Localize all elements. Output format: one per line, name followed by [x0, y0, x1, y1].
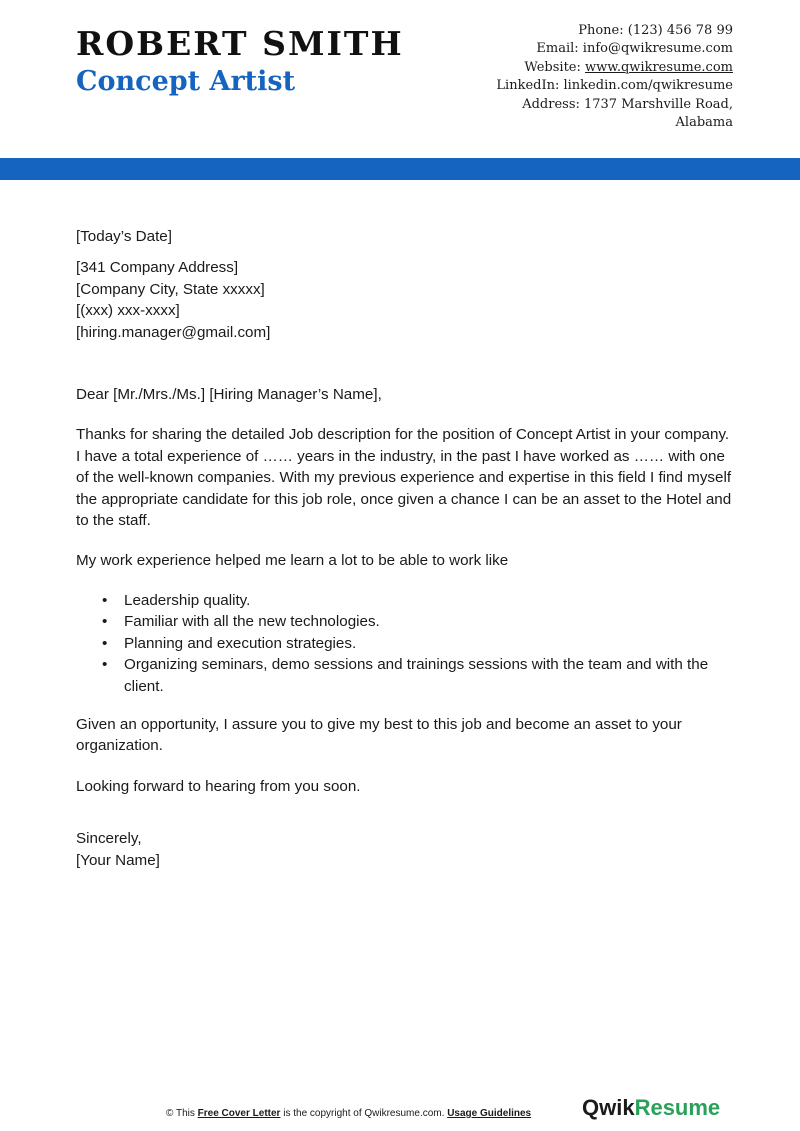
recipient-address — [76, 257, 736, 343]
signature: [Your Name] — [76, 851, 160, 869]
usage-guidelines-link[interactable]: Usage Guidelines — [447, 1108, 532, 1119]
contact-website — [403, 59, 733, 77]
salutation: Dear [Mr./Mrs./Ms.] [Hiring Manager’s Name], — [76, 386, 382, 404]
copyright-middle: is the copyright of Qwikresume.com. — [280, 1108, 448, 1119]
contact-address-line2: Alabama — [675, 115, 733, 131]
copyright-notice — [166, 1107, 531, 1121]
letter-body — [76, 226, 736, 871]
contact-linkedin: LinkedIn: linkedin.com/qwikresume — [496, 78, 733, 94]
qwikresume-logo[interactable] — [582, 1094, 720, 1122]
recipient-line: [hiring.manager@gmail.com] — [76, 323, 271, 341]
body-paragraph-1: Thanks for sharing the detailed Job description for the position of Concept Artist in your company. I have a total experience of …… years in the industry, in the past I have worked as …… with one of the well-known companies. With my previous experience and expertise in this field I find myself the appropriate candidate for this job role, once given a chance I can be an asset to the Hotel and to the staff. — [76, 426, 732, 530]
list-item-text: Organizing seminars, demo sessions and trainings sessions with the team and with the client. — [124, 656, 709, 695]
logo-text-resume: Resume — [634, 1095, 721, 1120]
contact-email: Email: info@qwikresume.com — [536, 41, 733, 57]
free-cover-letter-link[interactable]: Free Cover Letter — [197, 1108, 281, 1119]
sign-off: Sincerely, — [76, 830, 142, 848]
closing-line: Looking forward to hearing from you soon. — [76, 777, 361, 795]
copyright-prefix: © This — [166, 1108, 198, 1119]
header-divider-bar — [0, 158, 800, 180]
job-title: Concept Artist — [76, 66, 296, 97]
list-item — [102, 590, 736, 611]
bullet-icon: • — [102, 634, 108, 652]
logo-text-qwik: Qwik — [582, 1095, 635, 1120]
skills-intro: My work experience helped me learn a lot to be able to work like — [76, 552, 509, 570]
body-paragraph-2: Given an opportunity, I assure you to give my best to this job and become an asset to your organization. — [76, 715, 682, 755]
contact-address-line1: Address: 1737 Marshville Road, — [522, 96, 733, 112]
list-item — [102, 633, 736, 654]
contact-phone: Phone: (123) 456 78 99 — [578, 23, 733, 38]
list-item — [102, 611, 736, 632]
list-item — [102, 654, 736, 697]
recipient-line: [341 Company Address] — [76, 259, 239, 277]
bullet-icon: • — [102, 613, 108, 631]
bullet-icon: • — [102, 591, 108, 609]
contact-block — [403, 22, 733, 132]
website-label: Website: — [524, 59, 585, 75]
skills-list — [76, 590, 736, 697]
list-item-text: Familiar with all the new technologies. — [124, 613, 380, 631]
list-item-text: Leadership quality. — [124, 591, 251, 609]
bullet-icon: • — [102, 656, 108, 674]
candidate-name: ROBERT SMITH — [76, 24, 404, 63]
letter-date: [Today’s Date] — [76, 228, 172, 245]
recipient-line: [Company City, State xxxxx] — [76, 280, 265, 298]
list-item-text: Planning and execution strategies. — [124, 634, 357, 652]
website-link[interactable]: www.qwikresume.com — [585, 59, 733, 75]
recipient-line: [(xxx) xxx-xxxx] — [76, 302, 180, 320]
